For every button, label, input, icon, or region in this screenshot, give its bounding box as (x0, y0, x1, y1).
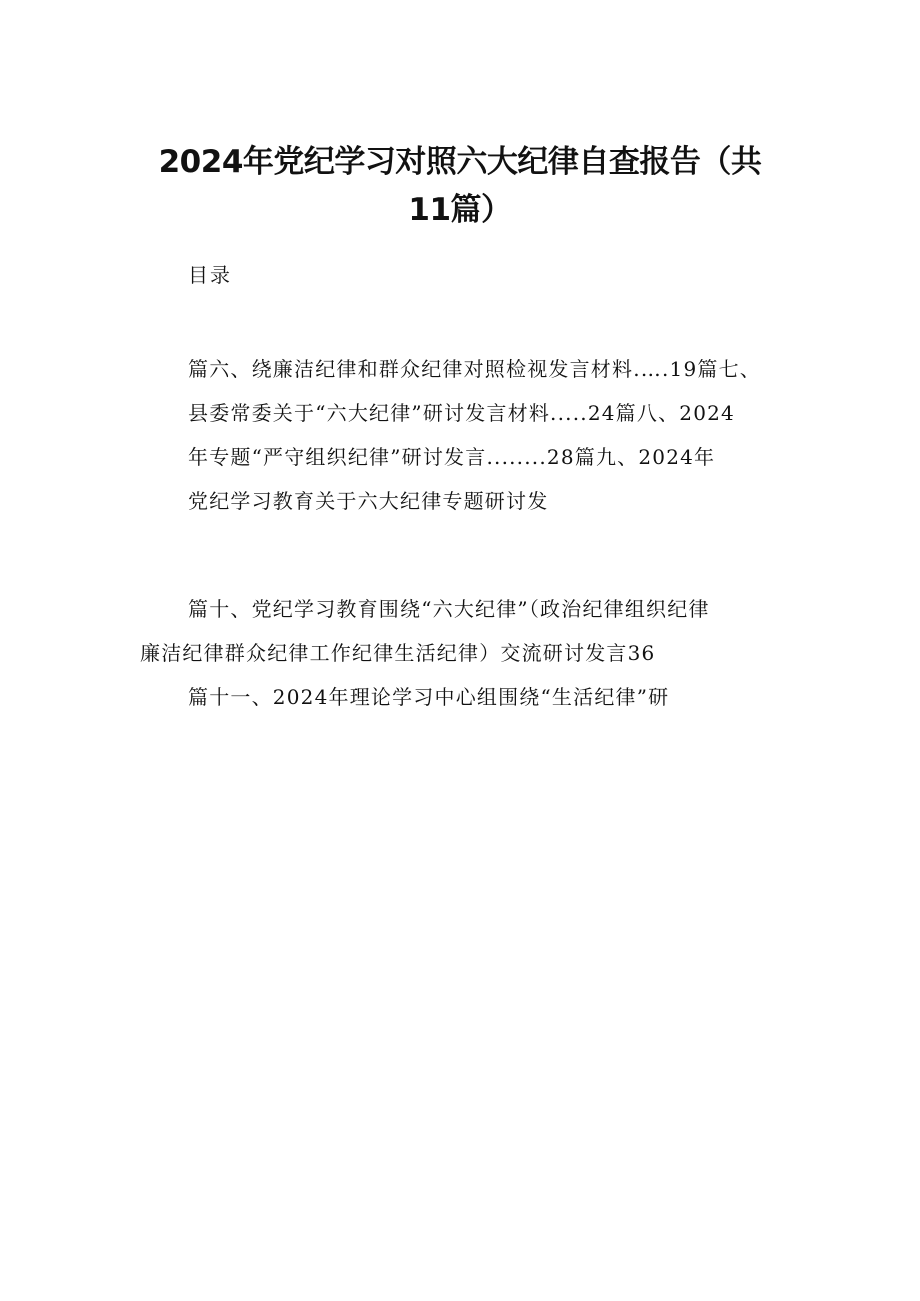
toc-line: 篇六、绕廉洁纪律和群众纪律对照检视发言材料.….19篇七、 (188, 357, 761, 381)
toc-paragraph-2 (140, 587, 800, 719)
toc-paragraph-1 (140, 347, 800, 523)
title-line-2: 11篇） (408, 192, 512, 228)
toc-line: 党纪学习教育关于六大纪律专题研讨发 (188, 489, 549, 513)
toc-line: 廉洁纪律群众纪律工作纪律生活纪律）交流研讨发言36 (140, 641, 656, 665)
document-title (130, 138, 790, 234)
title-line-1: 2024年党纪学习对照六大纪律自查报告（共 (158, 144, 762, 180)
toc-heading: 目录 (188, 263, 232, 287)
toc-line: 年专题“严守组织纪律”研讨发言........28篇九、2024年 (188, 445, 716, 469)
toc-line: 篇十一、2024年理论学习中心组围绕“生活纪律”研 (188, 685, 670, 709)
toc-line: 县委常委关于“六大纪律”研讨发言材料.....24篇八、2024 (188, 401, 735, 425)
toc-line: 篇十、党纪学习教育围绕“六大纪律”（政治纪律组织纪律 (188, 597, 710, 621)
